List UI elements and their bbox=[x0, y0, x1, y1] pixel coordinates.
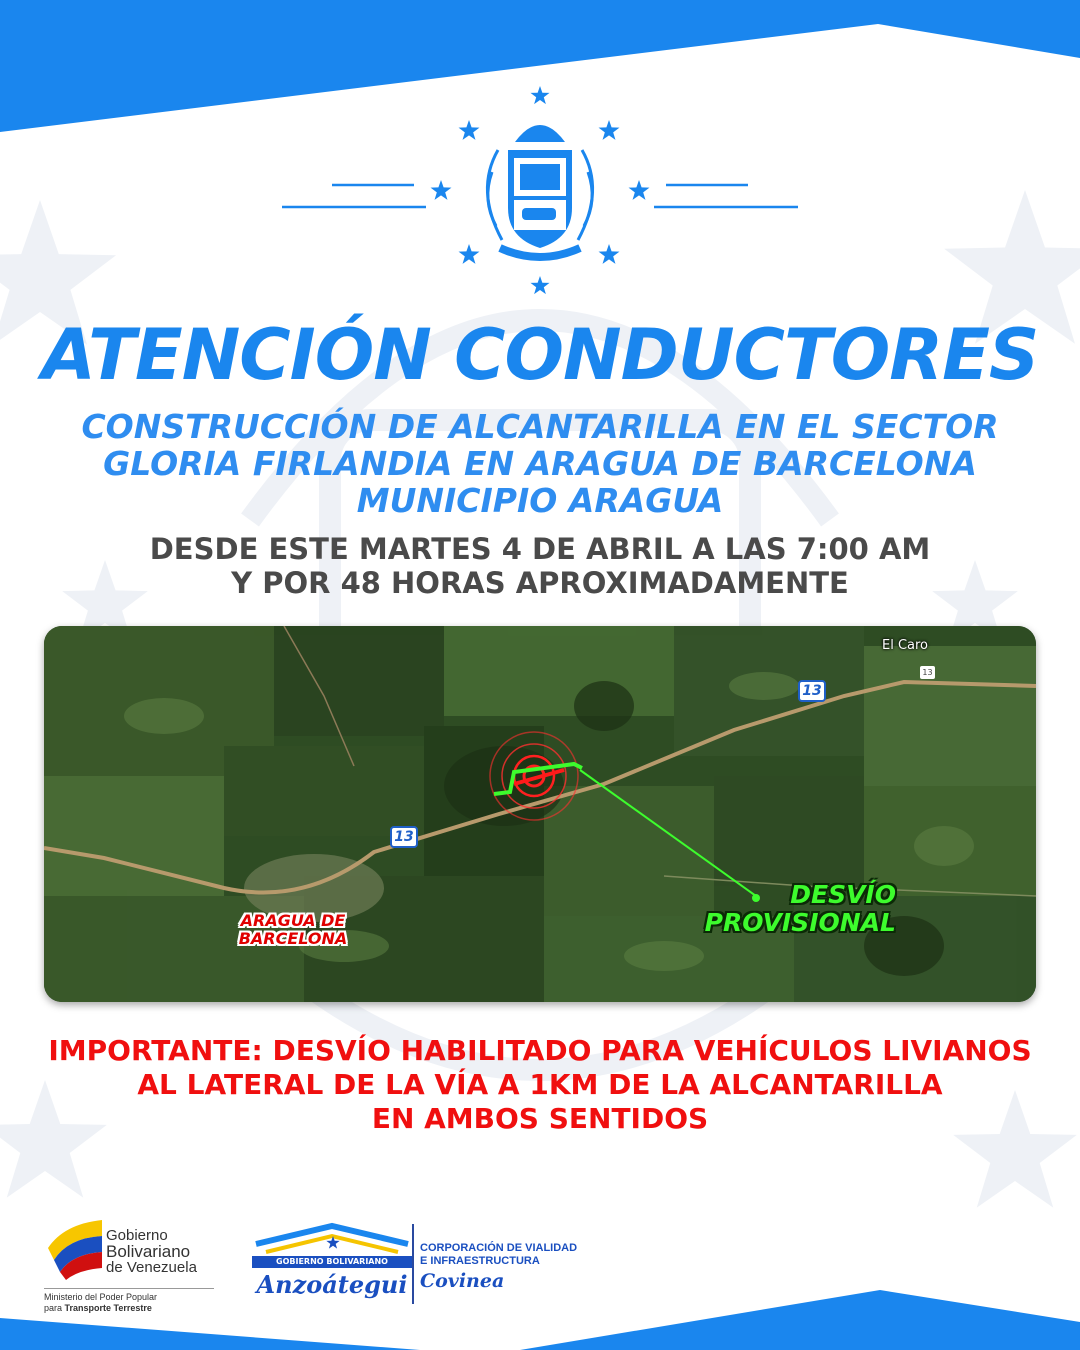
star-icon bbox=[599, 120, 620, 140]
star-icon bbox=[530, 276, 549, 294]
coat-of-arms-emblem bbox=[270, 80, 810, 300]
footer-divider bbox=[412, 1224, 414, 1304]
headline: ATENCIÓN CONDUCTORES bbox=[41, 314, 1039, 396]
mini-route-shield: 13 bbox=[920, 666, 935, 679]
star-icon bbox=[629, 180, 650, 200]
subtitle-line-1: CONSTRUCCIÓN DE ALCANTARILLA EN EL SECTOR bbox=[81, 407, 999, 446]
date-line-1: DESDE ESTE MARTES 4 DE ABRIL A LAS 7:00 AM bbox=[149, 532, 931, 566]
satellite-map[interactable] bbox=[44, 626, 1036, 1002]
subtitle-line-3: MUNICIPIO ARAGUA bbox=[356, 481, 724, 520]
star-icon bbox=[599, 244, 620, 264]
important-line-2: AL LATERAL DE LA VÍA A 1KM DE LA ALCANTARILLA bbox=[137, 1068, 943, 1101]
important-line-1: IMPORTANTE: DESVÍO HABILITADO PARA VEHÍCULOS LIVIANOS bbox=[48, 1034, 1032, 1067]
covinea-logo: CORPORACIÓN DE VIALIDAD E INFRAESTRUCTURA Covinea bbox=[420, 1242, 578, 1292]
bottom-left-blue bbox=[0, 1318, 420, 1350]
star-icon bbox=[431, 180, 452, 200]
important-line-3: EN AMBOS SENTIDOS bbox=[371, 1102, 709, 1135]
town-label-el-caro: El Caro bbox=[882, 638, 929, 653]
star-icon bbox=[459, 244, 480, 264]
route-shield-13-west: 13 bbox=[390, 826, 418, 848]
date-line-2: Y POR 48 HORAS APROXIMADAMENTE bbox=[231, 566, 849, 600]
anzoategui-logo: GOBIERNO BOLIVARIANO Anzoátegui bbox=[252, 1220, 412, 1310]
satellite-imagery bbox=[44, 626, 1036, 1002]
detour-label: DESVÍO PROVISIONAL bbox=[704, 880, 896, 937]
subtitle-line-2: GLORIA FIRLANDIA EN ARAGUA DE BARCELONA bbox=[103, 444, 977, 483]
route-shield-13-east: 13 bbox=[798, 680, 826, 702]
venezuela-flag-icon bbox=[44, 1218, 106, 1280]
star-icon bbox=[459, 120, 480, 140]
anzoategui-roof-icon bbox=[252, 1220, 412, 1258]
origin-town-label: ARAGUA DE BARCELONA bbox=[238, 911, 348, 948]
star-icon bbox=[530, 86, 549, 104]
bottom-right-blue bbox=[520, 1290, 1080, 1350]
gov-venezuela-logo: Gobierno Bolivariano de Venezuela Ministerio del Poder Popular para Transporte Terrestre bbox=[44, 1218, 244, 1318]
